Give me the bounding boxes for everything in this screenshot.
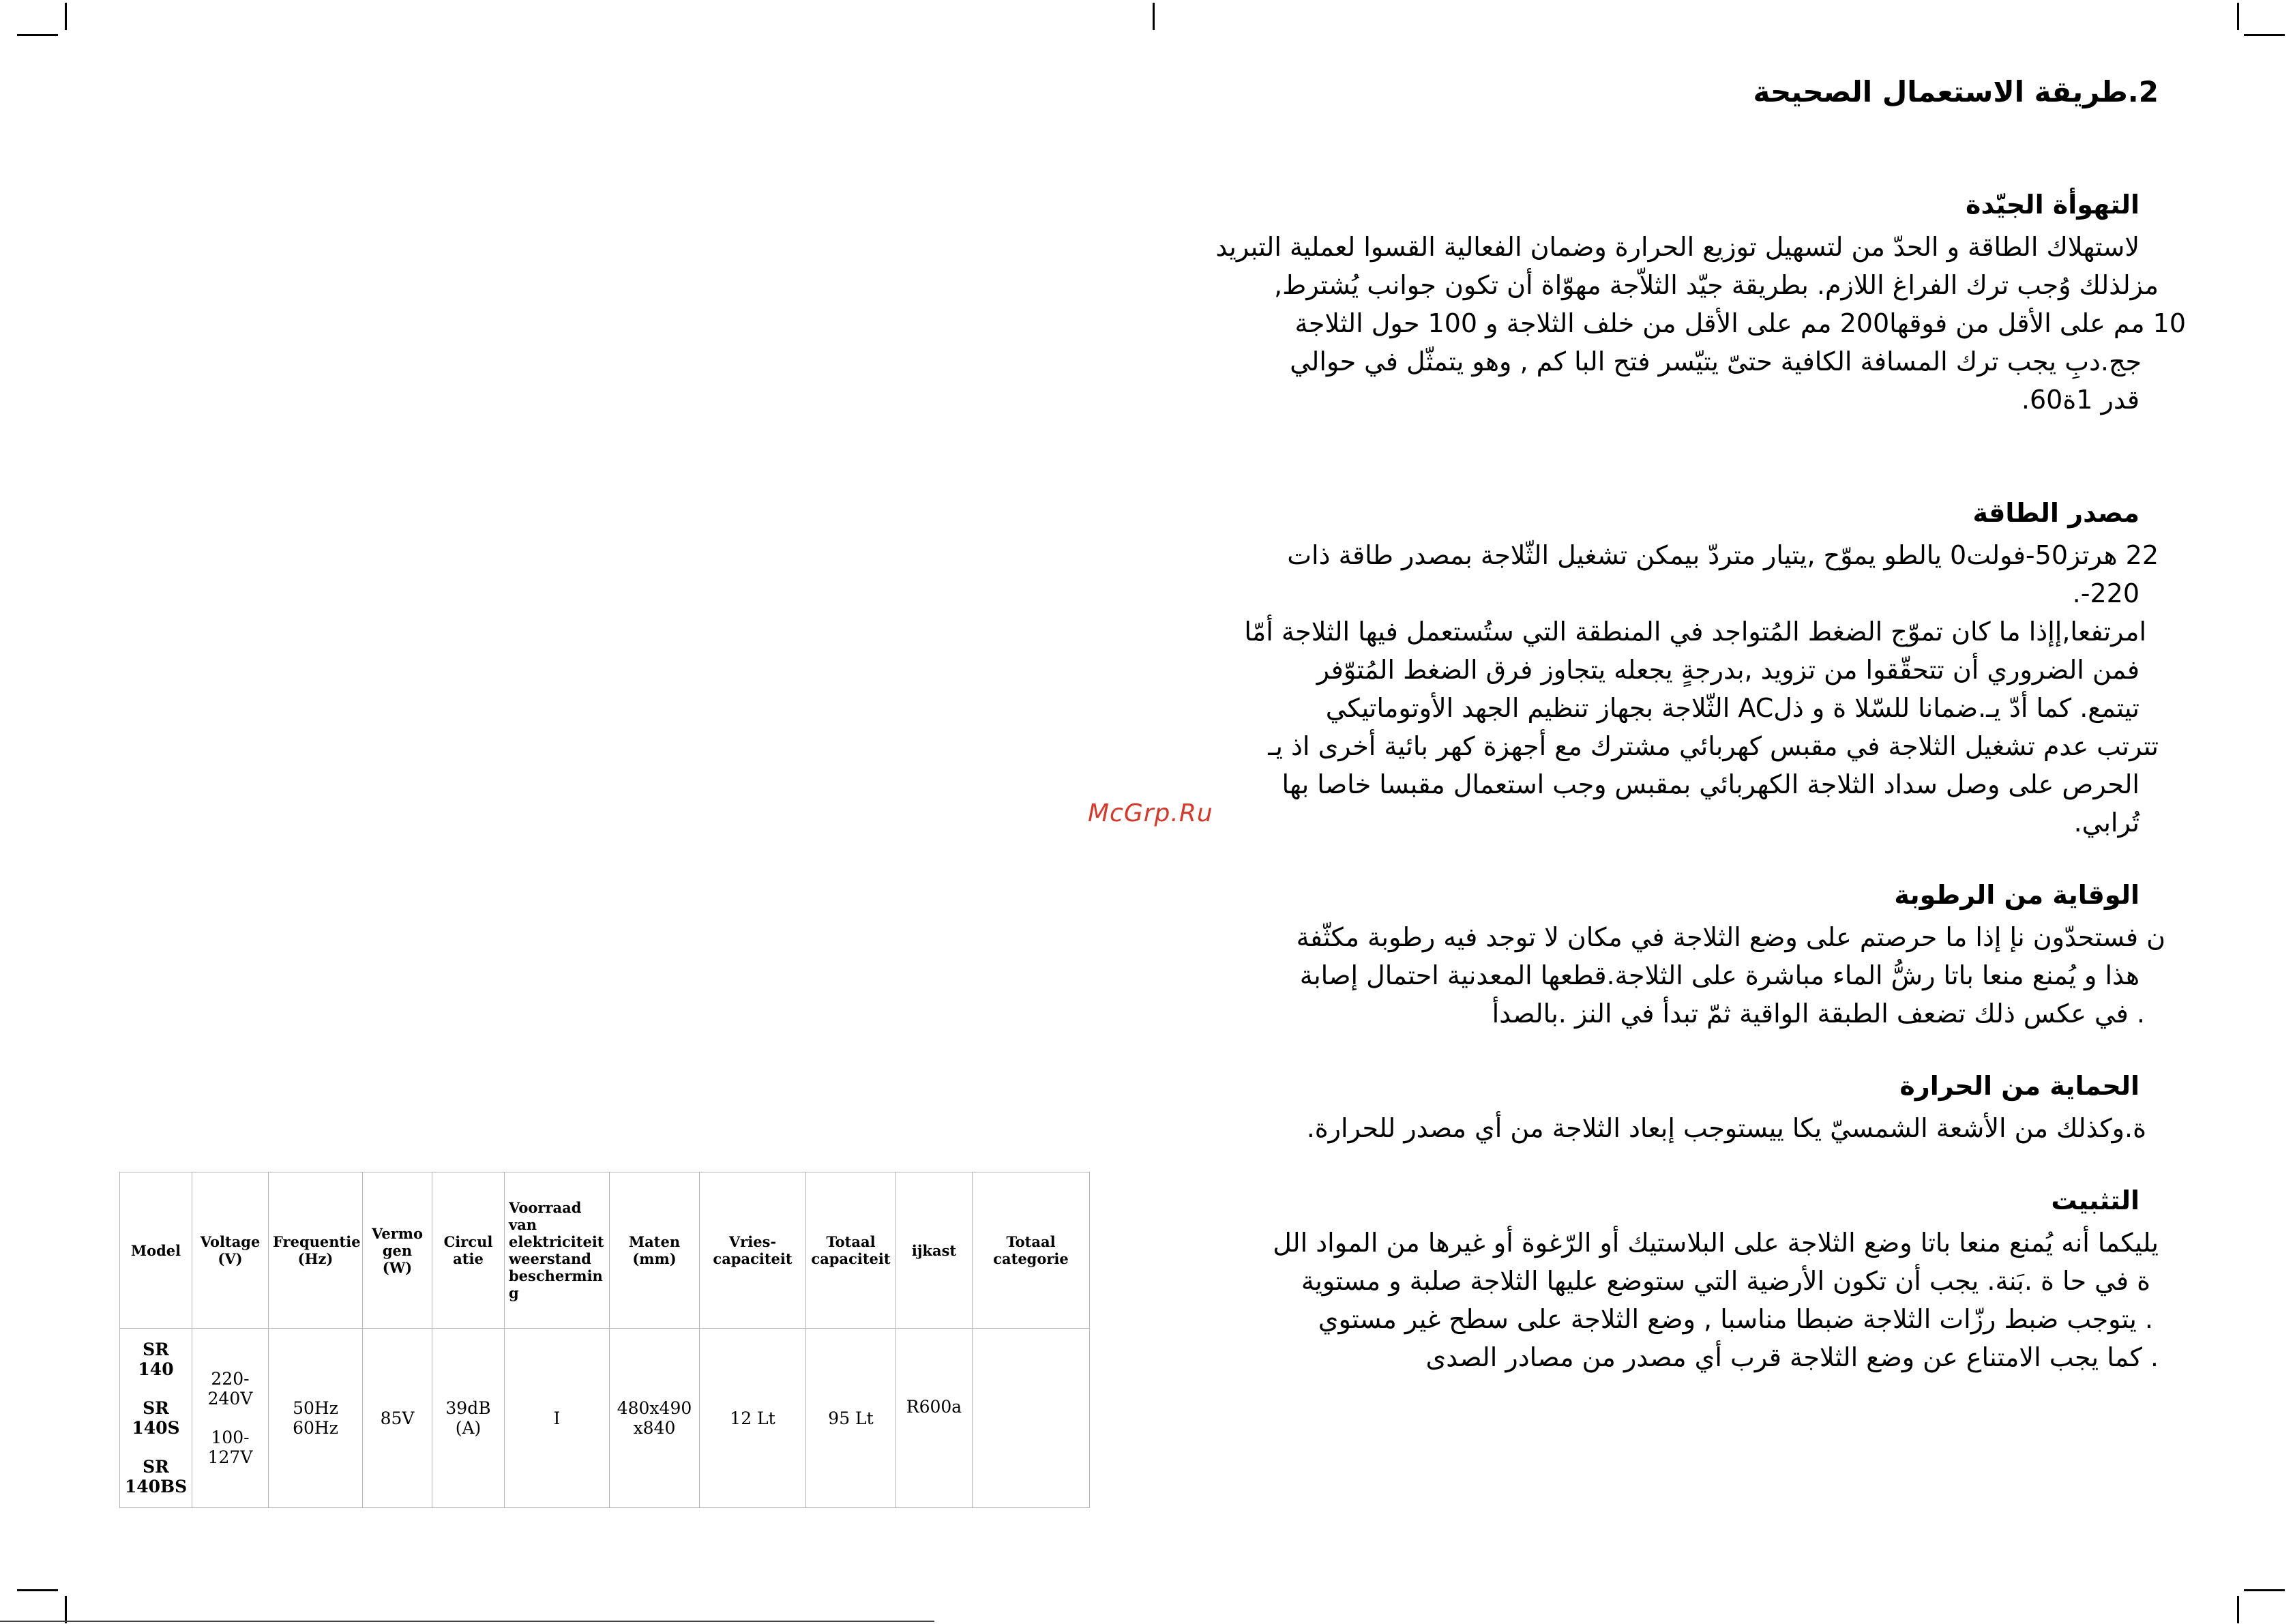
cell-protection: I	[505, 1329, 610, 1508]
paragraph-line: هذا و يُمنع منعا باتا رشُّ الماء مباشرة على الثلاجة.قطعها المعدنية احتمال إصابة	[1299, 960, 2139, 990]
header-frequency: Frequentie (Hz)	[269, 1172, 363, 1329]
crop-mark	[65, 1596, 67, 1623]
voltage-value: 100-127V	[207, 1428, 253, 1467]
paragraph-line: تترتب عدم تشغيل الثلاجة في مقبس كهربائي مشترك مع أجهزة كهر بائية أخرى اذ يـ	[1268, 731, 2159, 761]
paragraph-line: امرتفعا,إإذا ما كان تموّج الضغط المُتواجد في المنطقة التي ستُستعمل فيها الثلاجة أمّا	[1244, 617, 2146, 647]
paragraph-line: جج.دبِ يجب ترك المسافة الكافية حتىّ يتيّسر فتح البا كم , وهو يتمثّل في حوالي	[1290, 346, 2142, 377]
cell-circulation: 39dB (A)	[432, 1329, 505, 1508]
voltage-value: 220-240V	[207, 1369, 253, 1408]
watermark: McGrp.Ru	[1088, 799, 1213, 827]
crop-mark	[17, 1589, 58, 1591]
cell-dimensions: 480x490 x840	[610, 1329, 700, 1508]
header-voltage: Voltage (V)	[192, 1172, 269, 1329]
paragraph-line: . يتوجب ضبط رزّات الثلاجة ضبطا مناسبا , وضع الثلاجة على سطح غير مستوي	[1318, 1304, 2153, 1334]
cell-models	[120, 1329, 192, 1508]
paragraph-line: ة.وكذلك من الأشعة الشمسيّ يكا ييستوجب إبعاد الثلاجة من أي مصدر للحرارة.	[1306, 1113, 2146, 1143]
spec-table	[119, 1172, 1090, 1508]
cell-frequency	[269, 1329, 363, 1508]
header-refrigerant: ijkast	[896, 1172, 973, 1329]
table-header-row	[120, 1172, 1090, 1329]
cell-total-capacity: 95 Lt	[806, 1329, 896, 1508]
header-total-capacity: Totaal capaciteit	[806, 1172, 896, 1329]
paragraph-line: . في عكس ذلك تضعف الطبقة الواقية ثمّ تبدأ في النز .بالصدأ	[1492, 999, 2145, 1029]
model-name: SR 140	[138, 1340, 174, 1379]
paragraph-line: 22 هرتز50-فولت0 يالطو يموّح ,يتيار متردّ بيمكن تشغيل الثّلاجة بمصدر طاقة ذات	[1287, 540, 2159, 570]
paragraph-line: 10 مم على الأقل من فوقها200 مم على الأقل من خلف الثلاجة و 100 حول الثلاجة	[1294, 308, 2186, 338]
crop-mark	[2237, 1596, 2239, 1623]
header-freezer-capacity: Vries- capaciteit	[700, 1172, 806, 1329]
section-heading-humidity: الوقاية من الرطوبة	[1894, 880, 2139, 910]
header-model: Model	[120, 1172, 192, 1329]
table-row	[120, 1329, 1090, 1508]
cell-power: 85V	[363, 1329, 432, 1508]
paragraph-line: فمن الضروري أن تتحقّقوا من تزويد ,بدرجةٍ يجعله يتجاوز فرق الضغط المُتوّفر	[1316, 655, 2139, 685]
cell-category	[973, 1329, 1090, 1508]
paragraph-line: ن فستحدّون نإ إذا ما حرصتم على وضع الثلاجة في مكان لا توجد فيه رطوبة مكثّفة	[1296, 922, 2165, 952]
model-name: SR 140BS	[124, 1457, 188, 1496]
frequency-value: 50Hz	[293, 1398, 338, 1418]
paragraph-line: مزلذلك وُجب ترك الفراغ اللازم. بطريقة جيّد الثلاّجة مهوّاة أن تكون جوانب يُشترط,	[1274, 270, 2159, 300]
paragraph-line: ة في حا ة .بَنة. يجب أن تكون الأرضية التي ستوضع عليها الثلاجة صلبة و مستوية	[1301, 1266, 2150, 1296]
crop-mark	[2237, 3, 2239, 30]
crop-mark	[65, 3, 67, 30]
header-protection: Voorraad van elektriciteit weerstand beschermin g	[505, 1172, 610, 1329]
section-heading-install: التثبيت	[2051, 1185, 2139, 1215]
crop-mark	[17, 34, 58, 36]
crop-mark	[2244, 34, 2285, 36]
cell-voltage	[192, 1329, 269, 1508]
paragraph-line: تُرابي.	[2073, 808, 2139, 838]
header-dimensions: Maten (mm)	[610, 1172, 700, 1329]
crop-mark	[2244, 1589, 2285, 1591]
section-heading-ventilation: التهوأة الجيّدة	[1966, 190, 2139, 220]
section-heading-heat: الحماية من الحرارة	[1899, 1071, 2139, 1101]
section-heading-power: مصدر الطاقة	[1972, 498, 2139, 528]
page-title: 2.طريقة الاستعمال الصحيحة	[1753, 75, 2159, 108]
paragraph-line: يليكما أنه يُمنع منعا باتا وضع الثلاجة على البلاستيك أو الرّغوة أو غيرها من المواد الل	[1273, 1228, 2159, 1258]
model-name: SR 140S	[132, 1398, 180, 1438]
paragraph-line: لاستهلاك الطاقة و الحدّ من لتسهيل توزيع الحرارة وضمان الفعالية القسوا لعملية التبريد	[1215, 232, 2139, 262]
header-category: Totaal categorie	[973, 1172, 1090, 1329]
paragraph-line: تيتمع. كما أدّ يـ.ضمانا للسّلا ة و ذلAC الثّلاجة بجهاز تنظيم الجهد الأوتوماتيكي	[1325, 693, 2139, 723]
paragraph-line: قدر 1ة60.	[2021, 385, 2139, 415]
frequency-value: 60Hz	[293, 1418, 338, 1438]
header-circulation: Circul atie	[432, 1172, 505, 1329]
crop-mark	[1153, 3, 1155, 30]
cell-freezer-capacity: 12 Lt	[700, 1329, 806, 1508]
header-power: Vermo gen (W)	[363, 1172, 432, 1329]
paragraph-line: الحرص على وصل سداد الثلاجة الكهربائي بمقبس وجب استعمال مقبسا خاصا بها	[1282, 769, 2139, 799]
paragraph-line: 220-.	[2072, 578, 2139, 608]
paragraph-line: . كما يجب الامتناع عن وضع الثلاجة قرب أي مصدر من مصادر الصدى	[1425, 1342, 2159, 1372]
bottom-rule	[0, 1621, 934, 1622]
cell-refrigerant: R600a	[896, 1329, 973, 1508]
